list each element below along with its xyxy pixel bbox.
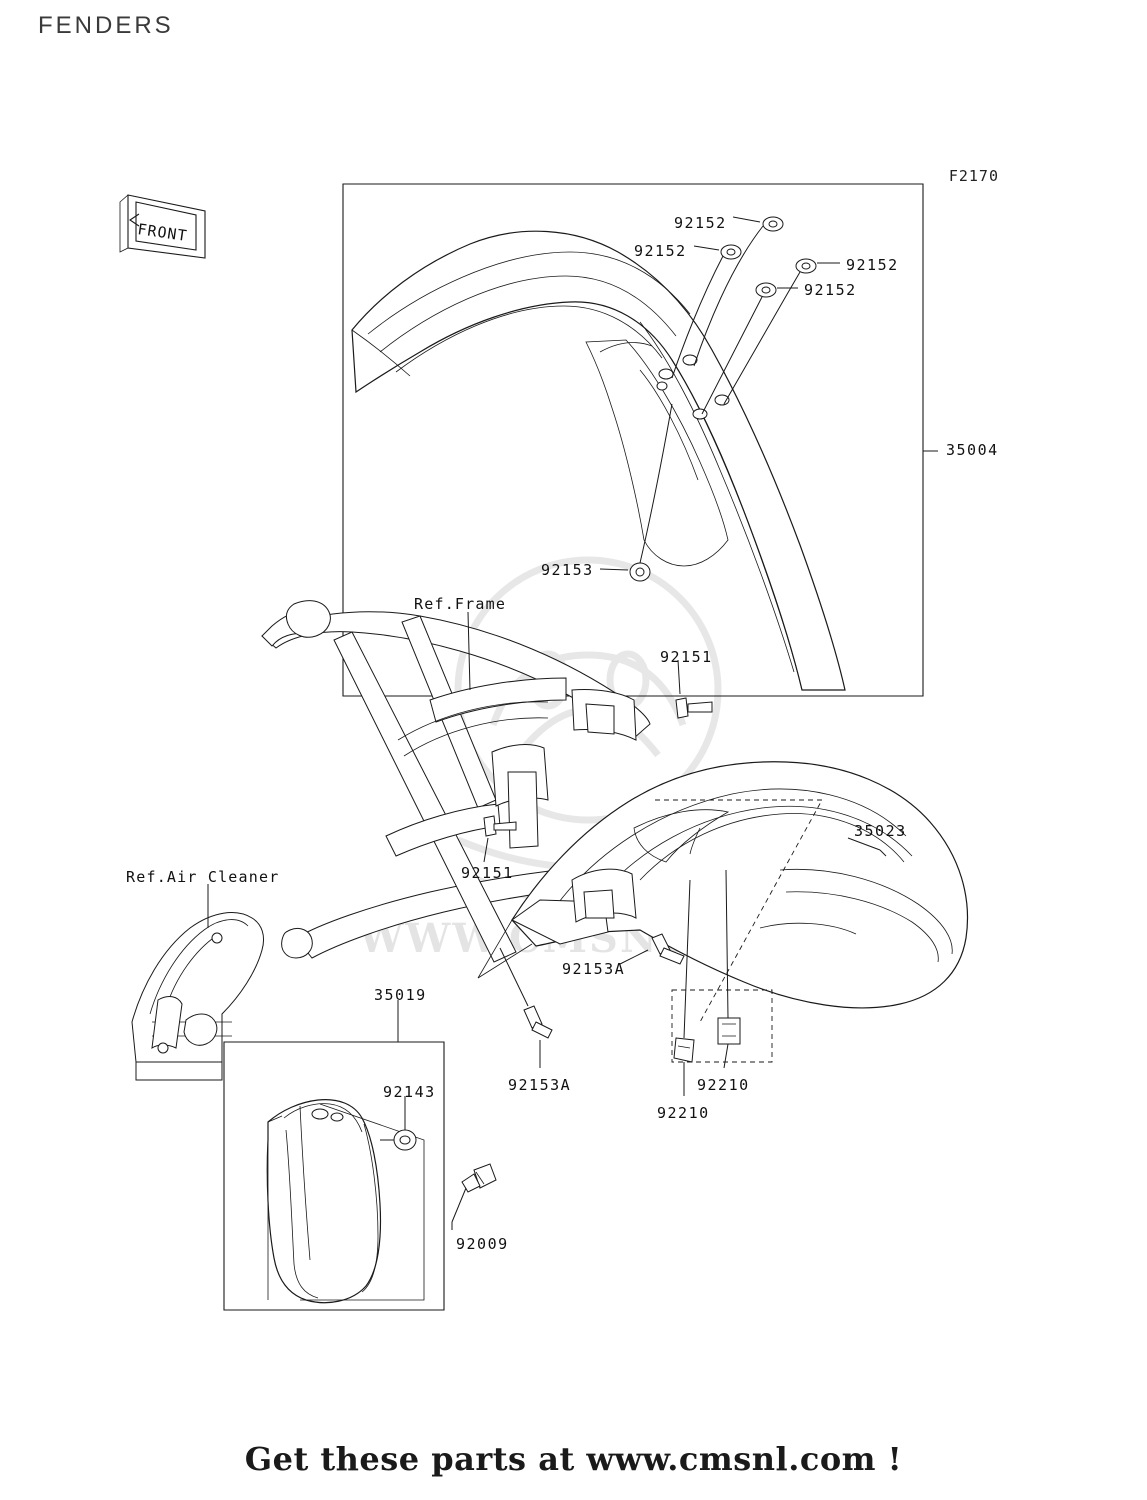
svg-text:FRONT: FRONT bbox=[136, 220, 189, 245]
figure-code: F2170 bbox=[948, 167, 999, 185]
part-label-92153a-b: 92153A bbox=[508, 1076, 572, 1094]
part-label-35023: 35023 bbox=[854, 822, 907, 840]
collar-92143 bbox=[380, 1096, 416, 1150]
part-label-92009: 92009 bbox=[456, 1235, 509, 1253]
bolt-92153a-b bbox=[500, 948, 552, 1068]
part-label-92153: 92153 bbox=[541, 561, 594, 579]
bolt-92151-a bbox=[676, 660, 712, 718]
part-label-92143: 92143 bbox=[383, 1083, 436, 1101]
rear-fender-35023 bbox=[478, 762, 968, 1008]
part-label-92151-b: 92151 bbox=[461, 864, 514, 882]
ref-air-cleaner-assembly bbox=[132, 884, 264, 1080]
part-label-92152-c: 92152 bbox=[846, 256, 899, 274]
ref-frame-label: Ref.Frame bbox=[414, 595, 507, 613]
footer-cta: Get these parts at www.cmsnl.com ! bbox=[244, 1440, 903, 1478]
nut-92153 bbox=[600, 404, 672, 581]
screw-92009 bbox=[452, 1164, 496, 1230]
part-label-92152-b: 92152 bbox=[634, 242, 687, 260]
watermark-text: WWW.CMSNL.COM bbox=[358, 915, 822, 962]
page-title: FENDERS bbox=[38, 12, 174, 39]
part-label-92152-a: 92152 bbox=[674, 214, 727, 232]
part-label-35019: 35019 bbox=[374, 986, 427, 1004]
ref-air-cleaner-label: Ref.Air Cleaner bbox=[126, 868, 280, 886]
part-label-92152-d: 92152 bbox=[804, 281, 857, 299]
part-label-92210-a: 92210 bbox=[697, 1076, 750, 1094]
mud-flap-35019 bbox=[267, 1100, 424, 1303]
part-label-35004: 35004 bbox=[946, 441, 999, 459]
part-label-92210-b: 92210 bbox=[657, 1104, 710, 1122]
part-label-92151-a: 92151 bbox=[660, 648, 713, 666]
part-label-92153a-a: 92153A bbox=[562, 960, 626, 978]
